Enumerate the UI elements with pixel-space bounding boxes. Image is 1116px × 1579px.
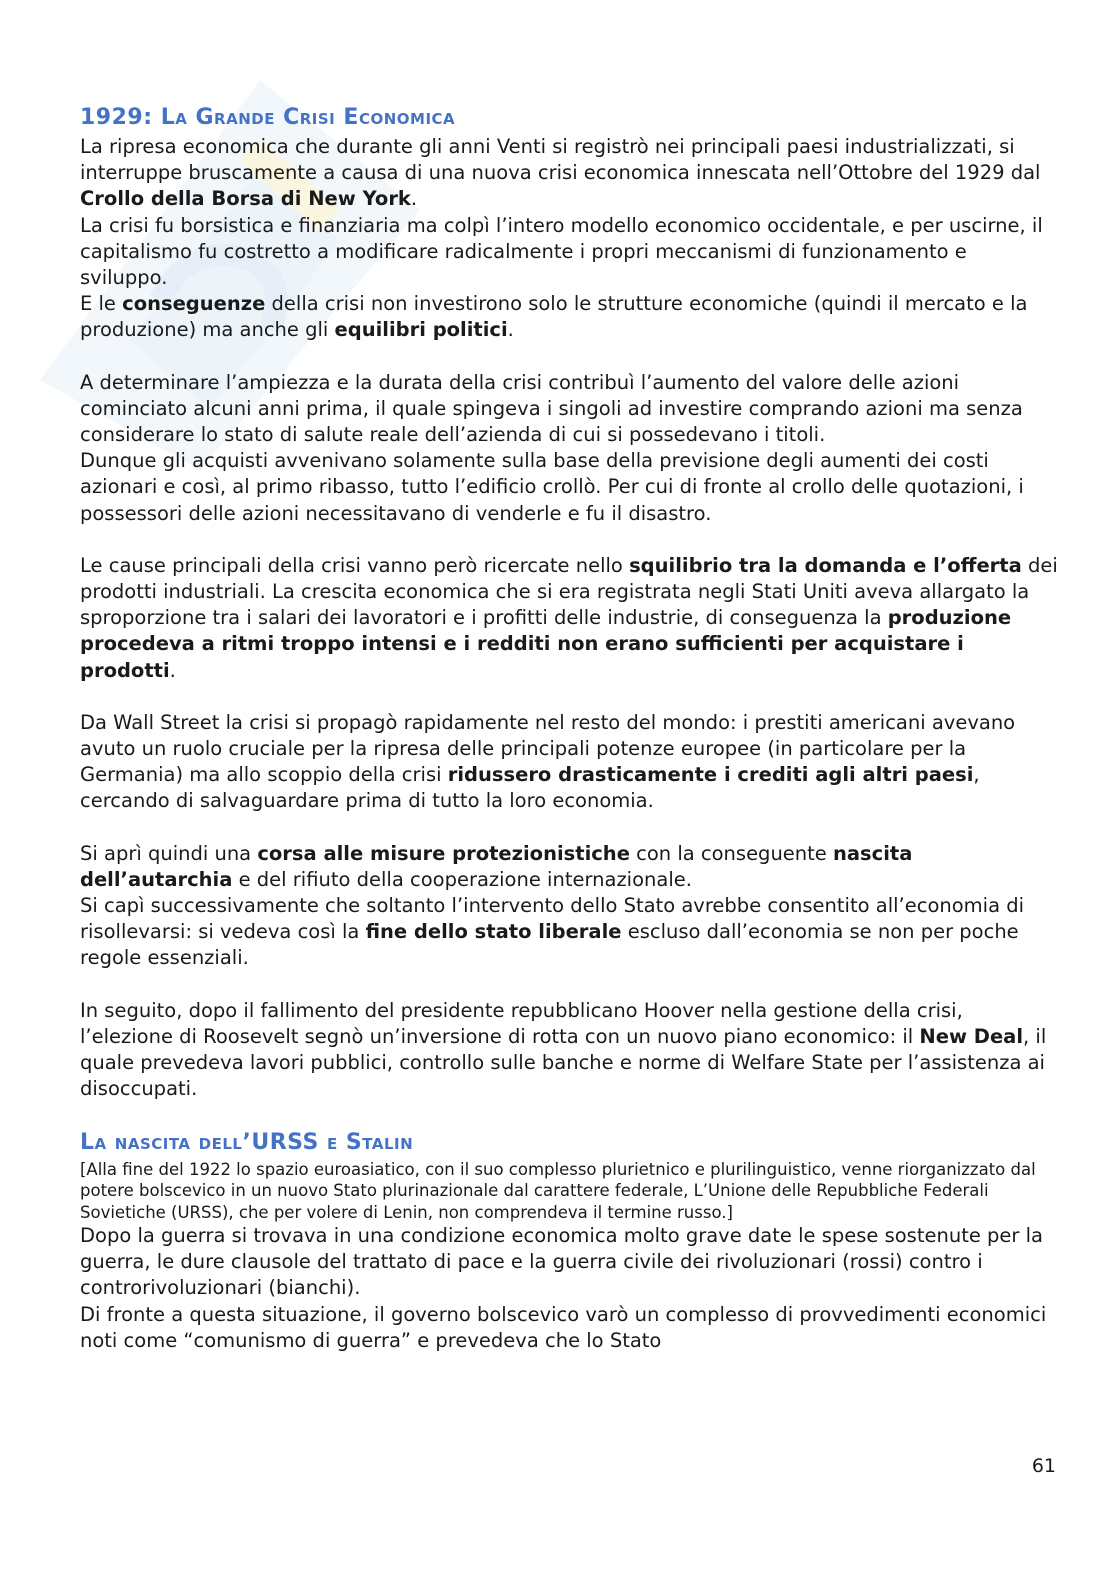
paragraph: Da Wall Street la crisi si propagò rapidamente nel resto del mondo: i prestiti americani avevano avuto un ruolo cruciale per la ripresa delle principali potenze europee (in particolare per la Germania) ma allo scoppio della crisi ridussero drasticamente i crediti agli altri paesi, cercando di salvaguardare prima di tutto la loro economia. [80, 710, 1016, 813]
paragraph: Dopo la guerra si trovava in una condizione economica molto grave date le spese sostenute per la guerra, le dure clausole del trattato di pace e la guerra civile dei rivoluzionari (rossi) contro i controrivoluzionari (bianchi). [80, 1224, 1043, 1300]
document-page [80, 104, 1060, 1354]
page-number: 61 [1031, 1455, 1056, 1477]
paragraph: Dunque gli acquisti avvenivano solamente sulla base della previsione degli aumenti dei costi azionari e così, al primo ribasso, tutto l’edificio crollò. Per cui di fronte al crollo delle quotazioni, i possessori delle azioni necessitavano di venderle e fu il disastro. [80, 449, 1024, 525]
paragraph: Si aprì quindi una corsa alle misure protezionistiche con la conseguente nascita dell’autarchia e del rifiuto della cooperazione internazionale. [80, 841, 913, 891]
bracketed-note: [Alla fine del 1922 lo spazio euroasiatico, con il suo complesso plurietnico e plurilinguistico, venne riorganizzato dal potere bolscevico in un nuovo Stato plurinazionale dal carattere federale, L’Unione delle Repubbliche Federali Sovietiche (URSS), che per volere di Lenin, non comprendeva il termine russo.] [80, 1159, 1036, 1222]
paragraph: A determinare l’ampiezza e la durata della crisi contribuì l’aumento del valore delle azioni cominciato alcuni anni prima, il quale spingeva i singoli ad investire comprando azioni ma senza considerare lo stato di salute reale dell’azienda di cui si possedevano i titoli. [80, 370, 1023, 447]
paragraph: Di fronte a questa situazione, il governo bolscevico varò un complesso di provvedimenti economici noti come “comunismo di guerra” e prevedeva che lo Stato [80, 1302, 1047, 1352]
paragraph: Le cause principali della crisi vanno però ricercate nello squilibrio tra la domanda e l’offerta dei prodotti industriali. La crescita economica che si era registrata negli Stati Uniti aveva allargato la sproporzione tra i salari dei lavoratori e i profitti delle industrie, di conseguenza la produzione procedeva a ritmi troppo intensi e i redditi non erano sufficienti per acquistare i prodotti. [80, 553, 1058, 682]
section-title-urss: La nascita dell’URSS e Stalin [80, 1129, 414, 1155]
paragraph: La ripresa economica che durante gli anni Venti si registrò nei principali paesi industrializzati, si interruppe bruscamente a causa di una nuova crisi economica innescata nell’Ottobre del 1929 dal Crollo della Borsa di New York. [80, 135, 1041, 211]
paragraph: In seguito, dopo il fallimento del presidente repubblicano Hoover nella gestione della crisi, l’elezione di Roosevelt segnò un’inversione di rotta con un nuovo piano economico: il New Deal, il quale prevedeva lavori pubblici, controllo sulle banche e norme di Welfare State per l’assistenza ai disoccupati. [80, 998, 1047, 1101]
paragraph: La crisi fu borsistica e finanziaria ma colpì l’intero modello economico occidentale, e per uscirne, il capitalismo fu costretto a modificare radicalmente i propri meccanismi di funzionamento e sviluppo. [80, 213, 1043, 290]
paragraph: E le conseguenze della crisi non investirono solo le strutture economiche (quindi il mercato e la produzione) ma anche gli equilibri politici. [80, 292, 1028, 342]
paragraph: Si capì successivamente che soltanto l’intervento dello Stato avrebbe consentito all’economia di risollevarsi: si vedeva così la fine dello stato liberale escluso dall’economia se non per poche regole essenziali. [80, 894, 1025, 970]
section-title-grande-crisi: 1929: La Grande Crisi Economica [80, 105, 456, 130]
